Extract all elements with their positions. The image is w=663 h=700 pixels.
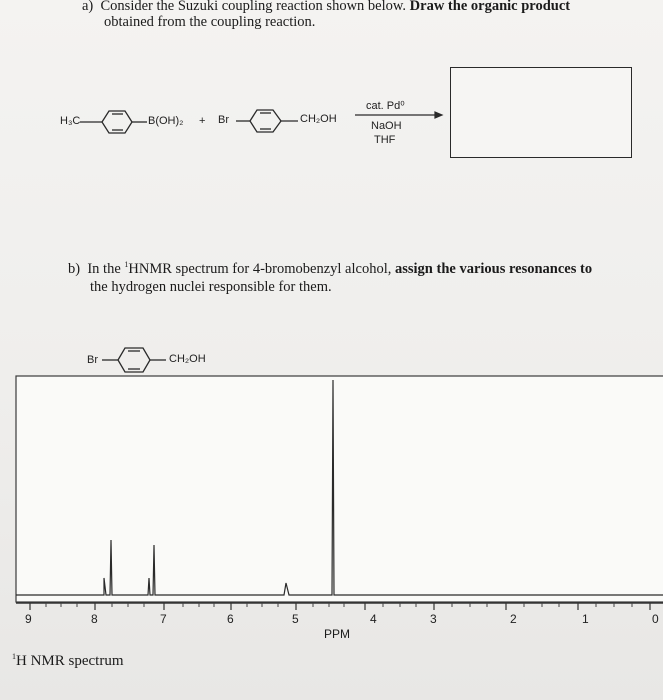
plus-sign: +	[199, 115, 206, 127]
reactant2-left: Br	[218, 114, 229, 126]
spectrum-caption	[12, 652, 124, 670]
benzene-ring-1	[80, 111, 147, 133]
molecule-b-right: CH₂OH	[169, 353, 206, 365]
axis-label-ppm: PPM	[324, 627, 351, 641]
tick-label-0: 0	[652, 612, 659, 626]
question-a-text: Consider the Suzuki coupling reaction shown below.	[100, 0, 407, 14]
question-a-bold: Draw the organic product	[409, 0, 571, 14]
question-b-text-mid: HNMR spectrum for 4-bromobenzyl alcohol,	[128, 260, 392, 277]
benzene-ring-2	[236, 110, 298, 132]
question-b-text-pre: In the	[87, 260, 125, 277]
caption-sup: 1	[12, 652, 16, 661]
tick-label-8: 8	[91, 612, 98, 626]
reactant1-right: B(OH)₂	[148, 115, 184, 127]
tick-label-7: 7	[160, 612, 167, 626]
tick-label-4: 4	[370, 612, 377, 626]
spectrum-major-ticks	[30, 603, 650, 610]
tick-label-9: 9	[25, 612, 32, 626]
reactant2-right: CH₂OH	[300, 113, 337, 125]
condition-solvent: THF	[374, 134, 396, 146]
question-a-label: a)	[82, 0, 94, 14]
question-b-bold: assign the various resonances to	[394, 260, 593, 277]
tick-label-1: 1	[582, 612, 589, 626]
question-b-label: b)	[68, 260, 81, 277]
caption-text: H NMR spectrum	[16, 653, 124, 669]
spectrum-frame	[16, 376, 663, 603]
condition-catalyst: cat. Pd⁰	[366, 100, 405, 112]
tick-label-5: 5	[292, 612, 299, 626]
molecule-b-left: Br	[87, 354, 98, 366]
question-b	[68, 256, 643, 296]
answer-box[interactable]	[450, 67, 632, 158]
condition-base: NaOH	[371, 120, 402, 132]
question-b-sup: 1	[124, 260, 129, 269]
tick-label-2: 2	[510, 612, 517, 626]
benzene-ring-3	[102, 348, 166, 372]
tick-label-6: 6	[227, 612, 234, 626]
reactant1-left: H₃C	[60, 115, 81, 127]
question-b-text-2: the hydrogen nuclei responsible for them.	[90, 278, 332, 295]
question-a-text-2: obtained from the coupling reaction.	[104, 14, 316, 30]
reaction-arrow	[355, 112, 442, 118]
tick-label-3: 3	[430, 612, 437, 626]
